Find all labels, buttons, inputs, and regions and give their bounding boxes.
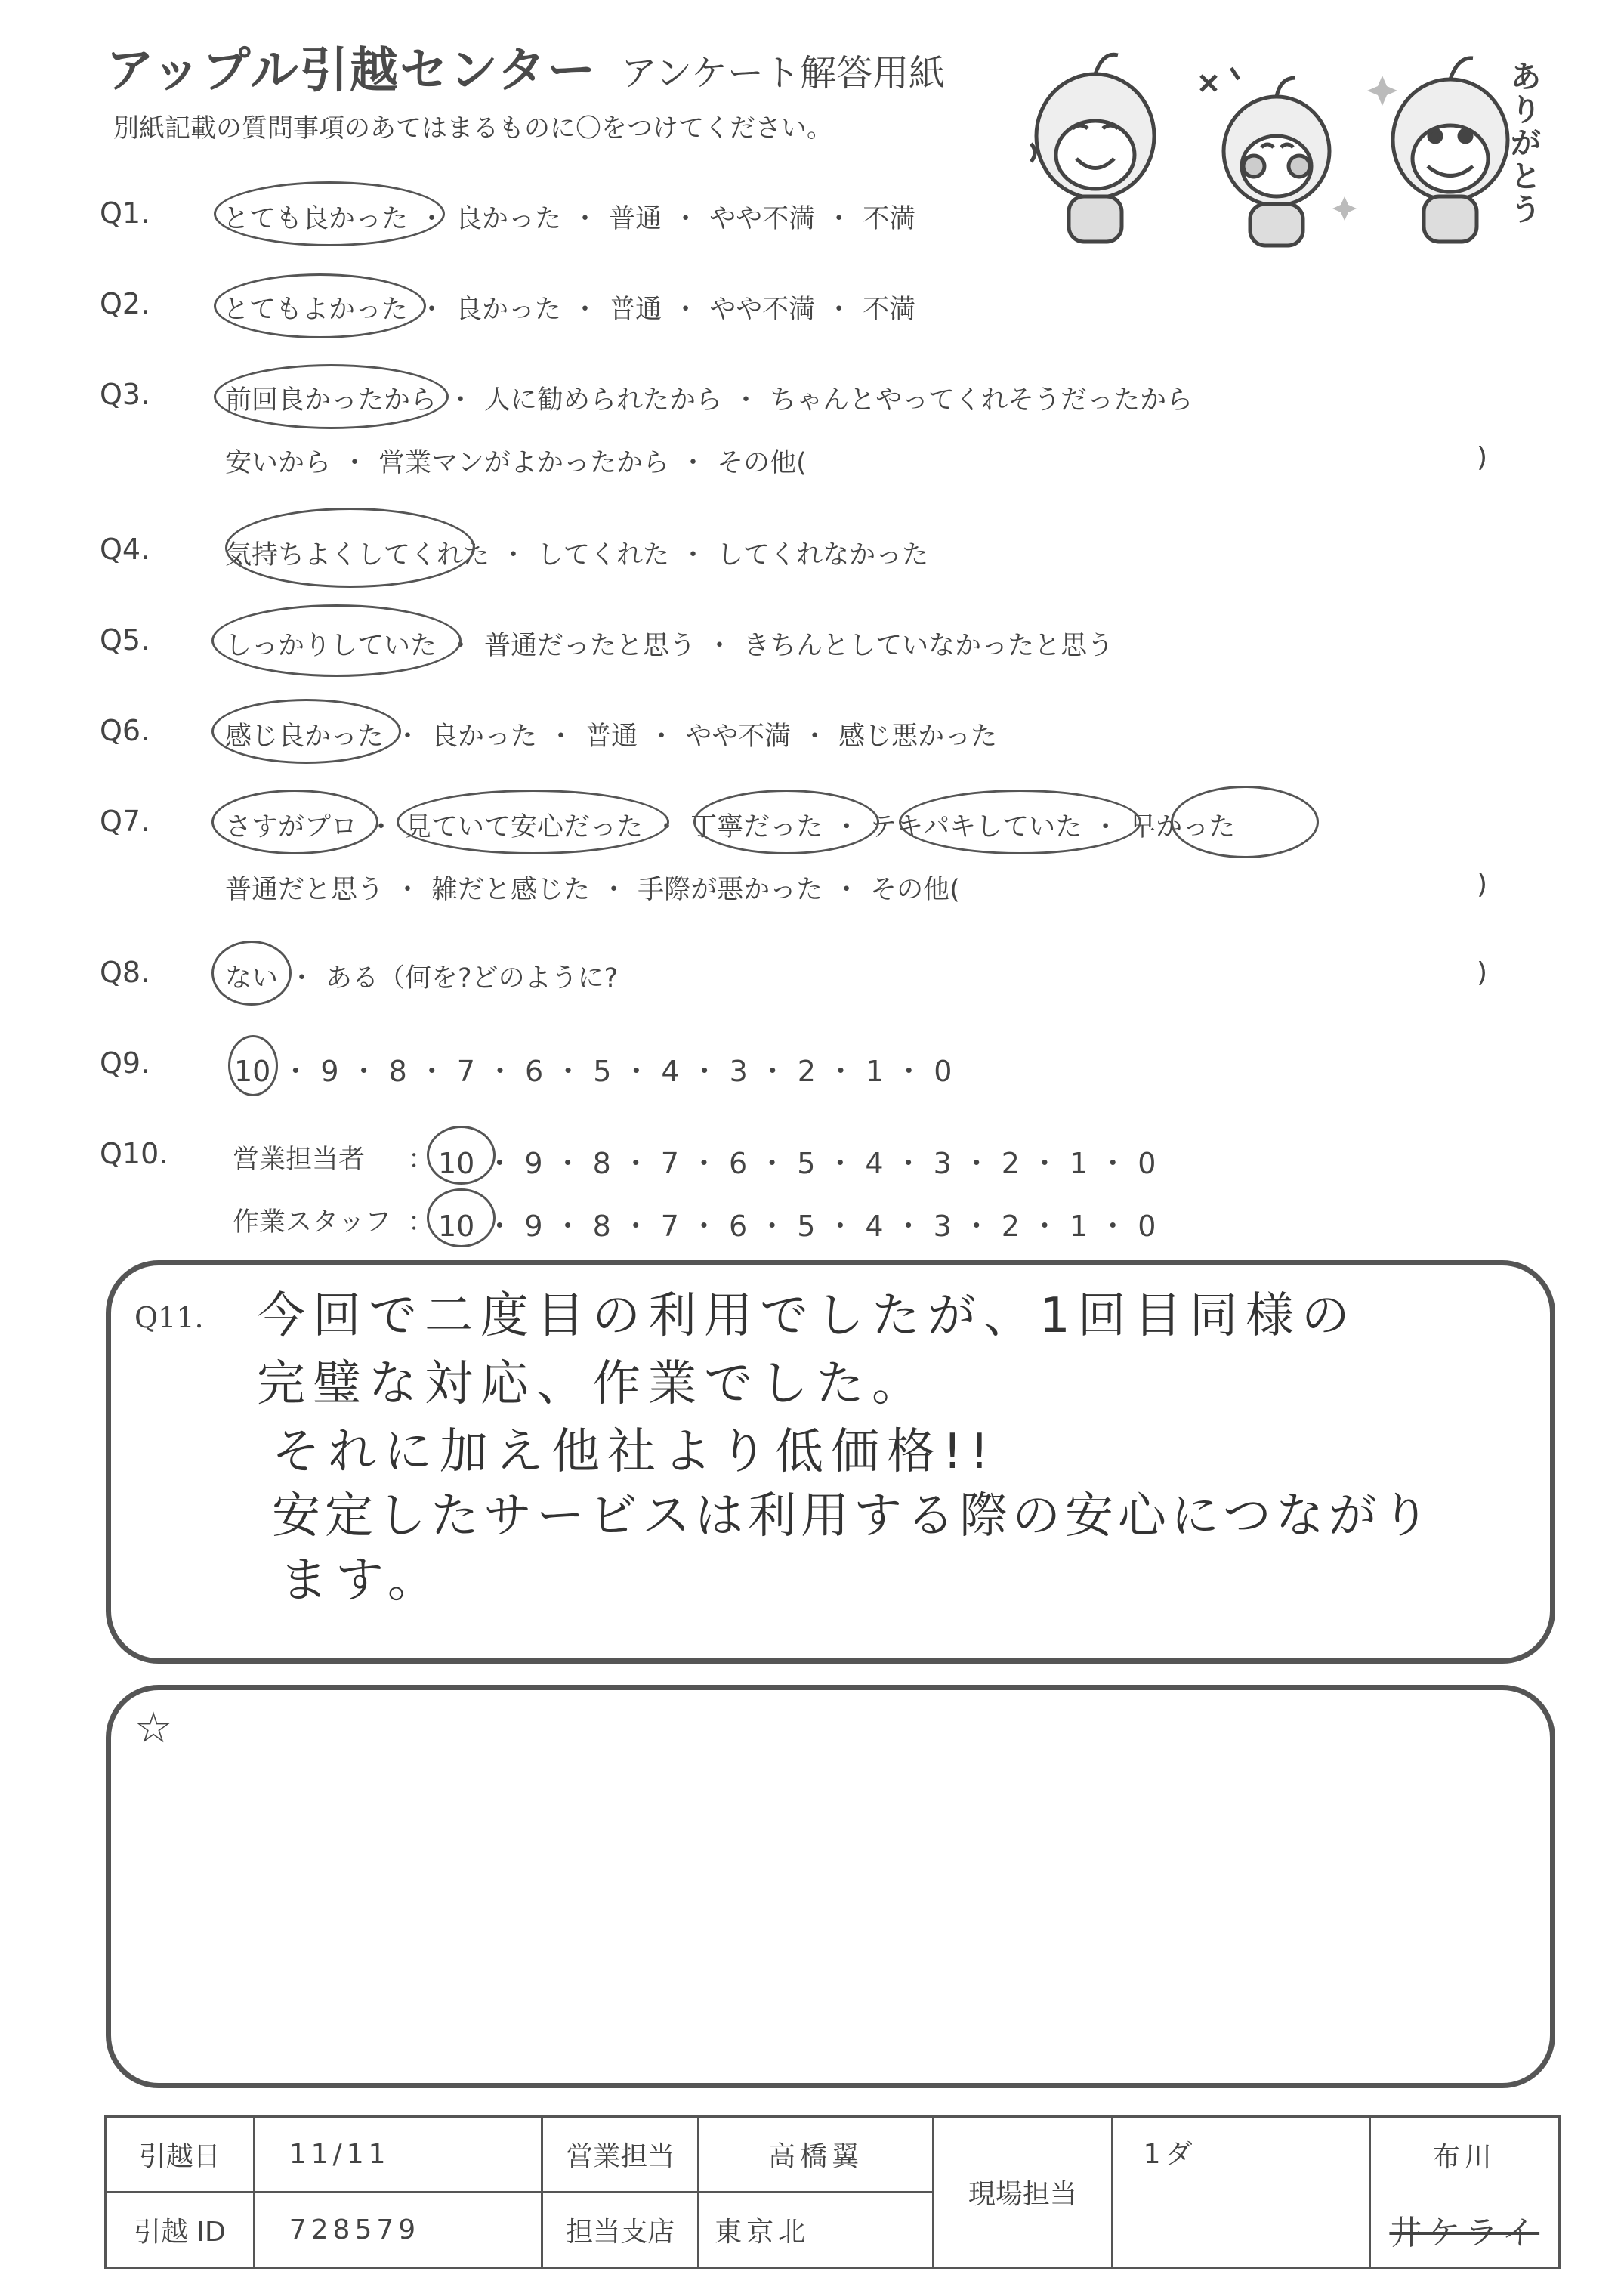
q6-options: 感じ良かった ・ 良かった ・ 普通 ・ やや不満 ・ 感じ悪かった: [225, 722, 998, 752]
answer-circle: [397, 790, 669, 854]
form-subtitle: アンケート解答用紙: [621, 52, 946, 94]
q11-number: Q11.: [134, 1301, 204, 1334]
q10-colon: ：: [408, 1207, 435, 1238]
q10-colon: ：: [408, 1145, 435, 1175]
q9-score[interactable]: 7: [456, 1055, 475, 1088]
q9-score[interactable]: 5: [593, 1055, 612, 1088]
answer-circle: [693, 790, 879, 854]
q9-scale: 10 ・ 9 ・ 8 ・ 7 ・ 6 ・ 5 ・ 4 ・ 3 ・ 2 ・ 1 ・ 0: [234, 1055, 952, 1088]
q6-option[interactable]: 普通: [585, 722, 638, 752]
footer-table: [104, 2115, 1561, 2269]
q10-staff-scale: 10 ・ 9 ・ 8 ・ 7 ・ 6 ・ 5 ・ 4 ・ 3 ・ 2 ・ 1 ・ 0: [438, 1210, 1156, 1243]
q7-option[interactable]: 雑だと感じた: [431, 875, 591, 905]
q5-options: しっかりしていた ・ 普通だったと思う ・ きちんとしていなかったと思う: [225, 631, 1114, 661]
monkey-mascot-icon: [1027, 45, 1556, 249]
q8-options: ない ・ ある（何を?どのように?: [225, 963, 619, 994]
q7-options-line1: さすがプロ ・ 見ていて安心だった ・ 丁寧だった ・ テキパキしていた ・ 早かった: [225, 812, 1236, 842]
answer-circle: [228, 1035, 278, 1096]
q10-sales-score[interactable]: 6: [728, 1147, 748, 1180]
q7-option[interactable]: テキパキしていた: [870, 812, 1082, 842]
q10-staff-score[interactable]: 0: [1138, 1210, 1156, 1243]
q7-option[interactable]: 普通だと思う: [225, 875, 384, 905]
site-value-1: 1ダ: [1112, 2117, 1369, 2268]
q7-option[interactable]: その他(: [870, 875, 960, 905]
q10-staff-score[interactable]: 1: [1070, 1210, 1088, 1243]
free-comment-box[interactable]: [106, 1685, 1555, 2088]
q1-options: とても良かった ・ 良かった ・ 普通 ・ やや不満 ・ 不満: [223, 204, 916, 234]
form-title: アップル引越センター: [106, 43, 597, 99]
q10-sales-score[interactable]: 1: [1070, 1147, 1088, 1180]
q1-option[interactable]: やや不満: [709, 204, 816, 234]
q3-paren-close: ): [1477, 442, 1488, 473]
q8-option[interactable]: ある（何を?どのように?: [326, 963, 619, 994]
answer-circle: [427, 1126, 496, 1185]
q10-staff-score[interactable]: 10: [438, 1210, 475, 1243]
site-value-3: 井ケライ: [1369, 2193, 1559, 2268]
q4-number: Q4.: [100, 533, 150, 566]
q9-score[interactable]: 8: [388, 1055, 407, 1088]
q5-option[interactable]: しっかりしていた: [225, 631, 437, 661]
q10-sales-score[interactable]: 0: [1138, 1147, 1156, 1180]
q6-number: Q6.: [100, 714, 150, 747]
move-date-label: 引越日: [106, 2117, 255, 2193]
q1-option[interactable]: とても良かった: [223, 204, 409, 234]
q9-score[interactable]: 1: [866, 1055, 885, 1088]
branch-label: 担当支店: [542, 2193, 699, 2268]
q7-option[interactable]: 丁寧だった: [690, 812, 823, 842]
q10-sales-score[interactable]: 7: [660, 1147, 679, 1180]
q7-number: Q7.: [100, 805, 150, 838]
q3-option[interactable]: ちゃんとやってくれそうだったから: [770, 385, 1193, 416]
q2-option[interactable]: とてもよかった: [223, 295, 409, 325]
q11-answer-line: ます。: [279, 1553, 443, 1608]
q10-sales-score[interactable]: 3: [933, 1147, 952, 1180]
q8-paren-close: ): [1477, 957, 1488, 988]
q5-number: Q5.: [100, 623, 150, 657]
q10-sales-score[interactable]: 4: [865, 1147, 884, 1180]
q3-option[interactable]: 前回良かったから: [225, 385, 437, 416]
instruction-text: 別紙記載の質問事項のあてはまるものに〇をつけてください。: [113, 113, 832, 144]
q10-staff-label: 作業スタッフ: [233, 1207, 392, 1238]
q11-answer-line: 完璧な対応、作業でした。: [257, 1356, 928, 1412]
q9-score[interactable]: 9: [320, 1055, 339, 1088]
q1-number: Q1.: [100, 196, 150, 230]
sales-value: 高橋翼: [699, 2117, 934, 2193]
q7-option[interactable]: 手際が悪かった: [638, 875, 823, 905]
q10-staff-score[interactable]: 4: [865, 1210, 884, 1243]
q10-sales-label: 営業担当者: [233, 1145, 366, 1175]
q11-answer-line: それに加え他社より低価格!!: [272, 1424, 997, 1480]
q10-sales-score[interactable]: 2: [1001, 1147, 1020, 1180]
q9-score[interactable]: 3: [729, 1055, 748, 1088]
site-value-2: 布川: [1369, 2117, 1559, 2193]
q3-number: Q3.: [100, 378, 150, 411]
q2-options: とてもよかった ・ 良かった ・ 普通 ・ やや不満 ・ 不満: [223, 295, 916, 325]
q2-option[interactable]: 不満: [863, 295, 916, 325]
q8-number: Q8.: [100, 956, 150, 989]
q10-staff-score[interactable]: 2: [1001, 1210, 1020, 1243]
q9-score[interactable]: 2: [797, 1055, 816, 1088]
q10-staff-score[interactable]: 7: [660, 1210, 679, 1243]
q1-option[interactable]: 不満: [863, 204, 916, 234]
q9-score[interactable]: 0: [934, 1055, 952, 1088]
answer-circle: [899, 790, 1141, 854]
q4-option[interactable]: してくれなかった: [717, 540, 929, 570]
q10-sales-score[interactable]: 5: [797, 1147, 816, 1180]
answer-circle: [214, 364, 449, 429]
site-label: 現場担当: [934, 2117, 1112, 2268]
answer-circle: [211, 604, 462, 677]
sales-label: 営業担当: [542, 2117, 699, 2193]
q4-options: 気持ちよくしてくれた ・ してくれた ・ してくれなかった: [225, 540, 929, 570]
star-mark: ☆: [134, 1704, 173, 1753]
q10-staff-score[interactable]: 6: [728, 1210, 748, 1243]
move-date-value: 11/11: [254, 2117, 542, 2193]
q11-answer-line: 今回で二度目の利用でしたが、1回目同様の: [257, 1288, 1357, 1344]
answer-circle: [211, 941, 292, 1006]
q1-option[interactable]: 良かった: [455, 204, 562, 234]
q6-option[interactable]: 良かった: [431, 722, 538, 752]
q9-number: Q9.: [100, 1046, 150, 1080]
move-id-label: 引越 ID: [106, 2193, 255, 2268]
answer-circle: [214, 273, 426, 338]
q6-option[interactable]: 感じ悪かった: [838, 722, 998, 752]
q10-sales-score[interactable]: 9: [524, 1147, 543, 1180]
q5-option[interactable]: 普通だったと思う: [484, 631, 696, 661]
q7-option[interactable]: 見ていて安心だった: [405, 812, 644, 842]
q10-staff-score[interactable]: 3: [933, 1210, 952, 1243]
q9-score[interactable]: 6: [524, 1055, 544, 1088]
q3-option[interactable]: 営業マンがよかったから: [378, 448, 670, 478]
q9-score[interactable]: 4: [661, 1055, 680, 1088]
q3-options-line2: 安いから ・ 営業マンがよかったから ・ その他(: [225, 448, 807, 478]
thanks-text: ありがとう: [1511, 60, 1541, 227]
answer-circle: [1171, 786, 1319, 858]
q10-staff-score[interactable]: 5: [797, 1210, 816, 1243]
q2-option[interactable]: 普通: [609, 295, 662, 325]
q2-number: Q2.: [100, 287, 150, 320]
q10-sales-score[interactable]: 8: [592, 1147, 611, 1180]
q4-option[interactable]: してくれた: [537, 540, 670, 570]
q1-option[interactable]: 普通: [609, 204, 662, 234]
q5-option[interactable]: きちんとしていなかったと思う: [743, 631, 1114, 661]
answer-circle: [211, 790, 378, 854]
q8-option[interactable]: ない: [225, 963, 279, 994]
q10-sales-scale: 10 ・ 9 ・ 8 ・ 7 ・ 6 ・ 5 ・ 4 ・ 3 ・ 2 ・ 1 ・ 0: [438, 1147, 1156, 1180]
answer-circle: [225, 508, 475, 588]
q6-option[interactable]: 感じ良かった: [225, 722, 384, 752]
q6-option[interactable]: やや不満: [685, 722, 792, 752]
q7-option[interactable]: さすがプロ: [225, 812, 358, 842]
q3-option[interactable]: 安いから: [225, 448, 332, 478]
q10-sales-score[interactable]: 10: [438, 1147, 475, 1180]
q4-option[interactable]: 気持ちよくしてくれた: [225, 540, 490, 570]
move-id-value: 728579: [254, 2193, 542, 2268]
q7-paren-close: ): [1477, 869, 1488, 900]
q3-option[interactable]: その他(: [717, 448, 807, 478]
sparkle-icon: [1332, 76, 1397, 221]
q10-staff-score[interactable]: 9: [524, 1210, 543, 1243]
q3-options-line1: 前回良かったから ・ 人に勧められたから ・ ちゃんとやってくれそうだったから: [225, 385, 1193, 416]
q2-option[interactable]: 良かった: [455, 295, 562, 325]
answer-circle: [427, 1188, 496, 1247]
q11-answer-line: 安定したサービスは利用する際の安心につながり: [272, 1488, 1434, 1544]
q3-option[interactable]: 人に勧められたから: [484, 385, 723, 416]
q9-score[interactable]: 10: [234, 1055, 271, 1088]
q10-staff-score[interactable]: 8: [592, 1210, 611, 1243]
q7-option[interactable]: 早かった: [1129, 812, 1236, 842]
q2-option[interactable]: やや不満: [709, 295, 816, 325]
answer-circle: [211, 699, 401, 764]
branch-value: 東京北: [699, 2193, 934, 2268]
q7-options-line2: 普通だと思う ・ 雑だと感じた ・ 手際が悪かった ・ その他(: [225, 875, 960, 905]
q10-number: Q10.: [100, 1137, 168, 1170]
answer-circle: [214, 181, 445, 246]
